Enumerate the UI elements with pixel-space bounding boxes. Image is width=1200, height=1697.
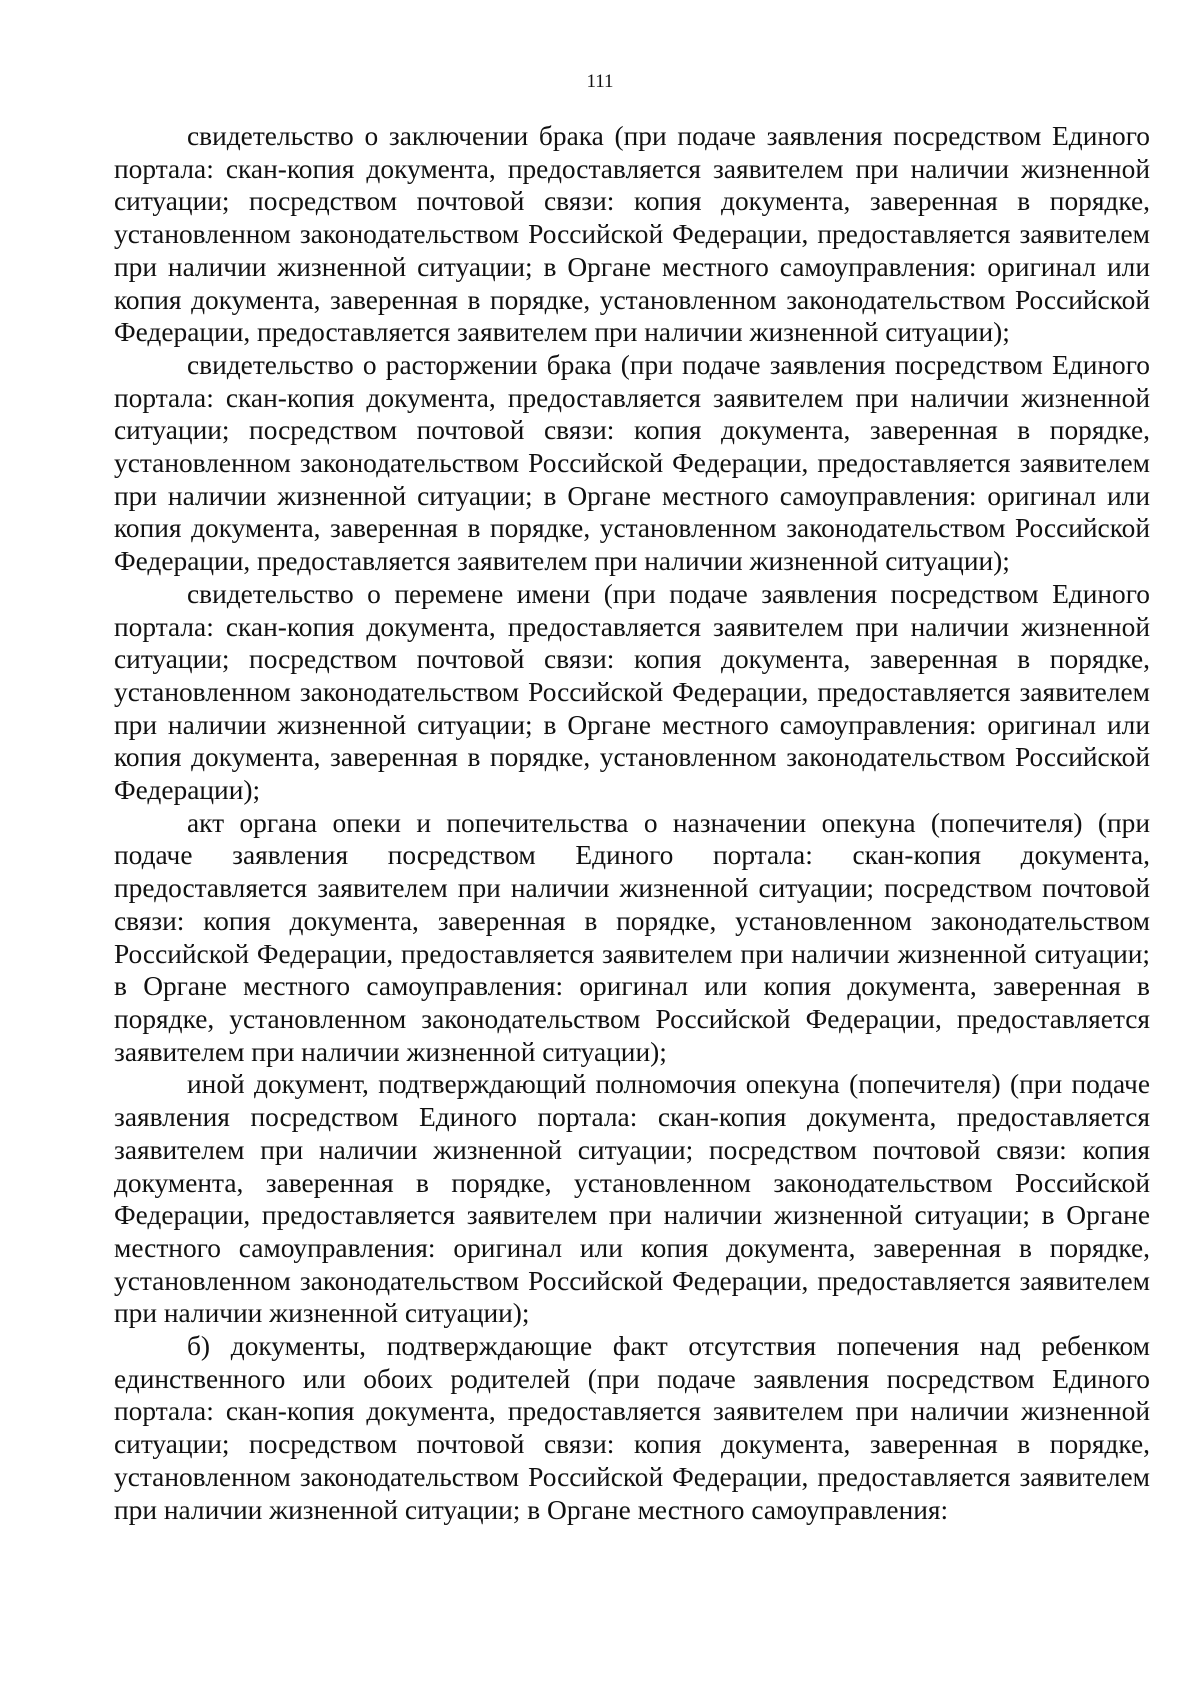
- page-number: 111: [586, 71, 614, 92]
- paragraph-lack-of-parental-care-documents: б) документы, подтверждающие факт отсутствия попечения над ребенком единственного или обоих родителей (при подаче заявления посредством Единого портала: скан-копия документа, предоставляется заявителем при наличии жизненной ситуации; посредством почтовой связи: копия документа, заверенная в порядке, установленном законодательством Российской Федерации, предоставляется заявителем при наличии жизненной ситуации; в Органе местного самоуправления:: [114, 1331, 1150, 1525]
- paragraph-guardian-authority-document: иной документ, подтверждающий полномочия опекуна (попечителя) (при подаче заявления посредством Единого портала: скан-копия документа, предоставляется заявителем при наличии жизненной ситуации; посредством почтовой связи: копия документа, заверенная в порядке, установленном законодательством Российской Федерации, предоставляется заявителем при наличии жизненной ситуации; в Органе местного самоуправления: оригинал или копия документа, заверенная в порядке, установленном законодательством Российской Федерации, предоставляется заявителем при наличии жизненной ситуации);: [114, 1069, 1150, 1329]
- paragraph-marriage-certificate: свидетельство о заключении брака (при подаче заявления посредством Единого портала: скан-копия документа, предоставляется заявителем при наличии жизненной ситуации; посредством почтовой связи: копия документа, заверенная в порядке, установленном законодательством Российской Федерации, предоставляется заявителем при наличии жизненной ситуации; в Органе местного самоуправления: оригинал или копия документа, заверенная в порядке, установленном законодательством Российской Федерации, предоставляется заявителем при наличии жизненной ситуации);: [114, 121, 1150, 348]
- document-body: [114, 120, 1150, 1526]
- paragraph-name-change-certificate: свидетельство о перемене имени (при подаче заявления посредством Единого портала: скан-копия документа, предоставляется заявителем при наличии жизненной ситуации; посредством почтовой связи: копия документа, заверенная в порядке, установленном законодательством Российской Федерации, предоставляется заявителем при наличии жизненной ситуации; в Органе местного самоуправления: оригинал или копия документа, заверенная в порядке, установленном законодательством Российской Федерации);: [114, 578, 1150, 806]
- paragraph-guardianship-act: акт органа опеки и попечительства о назначении опекуна (попечителя) (при подаче заявления посредством Единого портала: скан-копия документа, предоставляется заявителем при наличии жизненной ситуации; посредством почтовой связи: копия документа, заверенная в порядке, установленном законодательством Российской Федерации, предоставляется заявителем при наличии жизненной ситуации; в Органе местного самоуправления: оригинал или копия документа, заверенная в порядке, установленном законодательством Российской Федерации, предоставляется заявителем при наличии жизненной ситуации);: [114, 807, 1150, 1067]
- paragraph-divorce-certificate: свидетельство о расторжении брака (при подаче заявления посредством Единого портала: скан-копия документа, предоставляется заявителем при наличии жизненной ситуации; посредством почтовой связи: копия документа, заверенная в порядке, установленном законодательством Российской Федерации, предоставляется заявителем при наличии жизненной ситуации; в Органе местного самоуправления: оригинал или копия документа, заверенная в порядке, установленном законодательством Российской Федерации, предоставляется заявителем при наличии жизненной ситуации);: [114, 349, 1150, 577]
